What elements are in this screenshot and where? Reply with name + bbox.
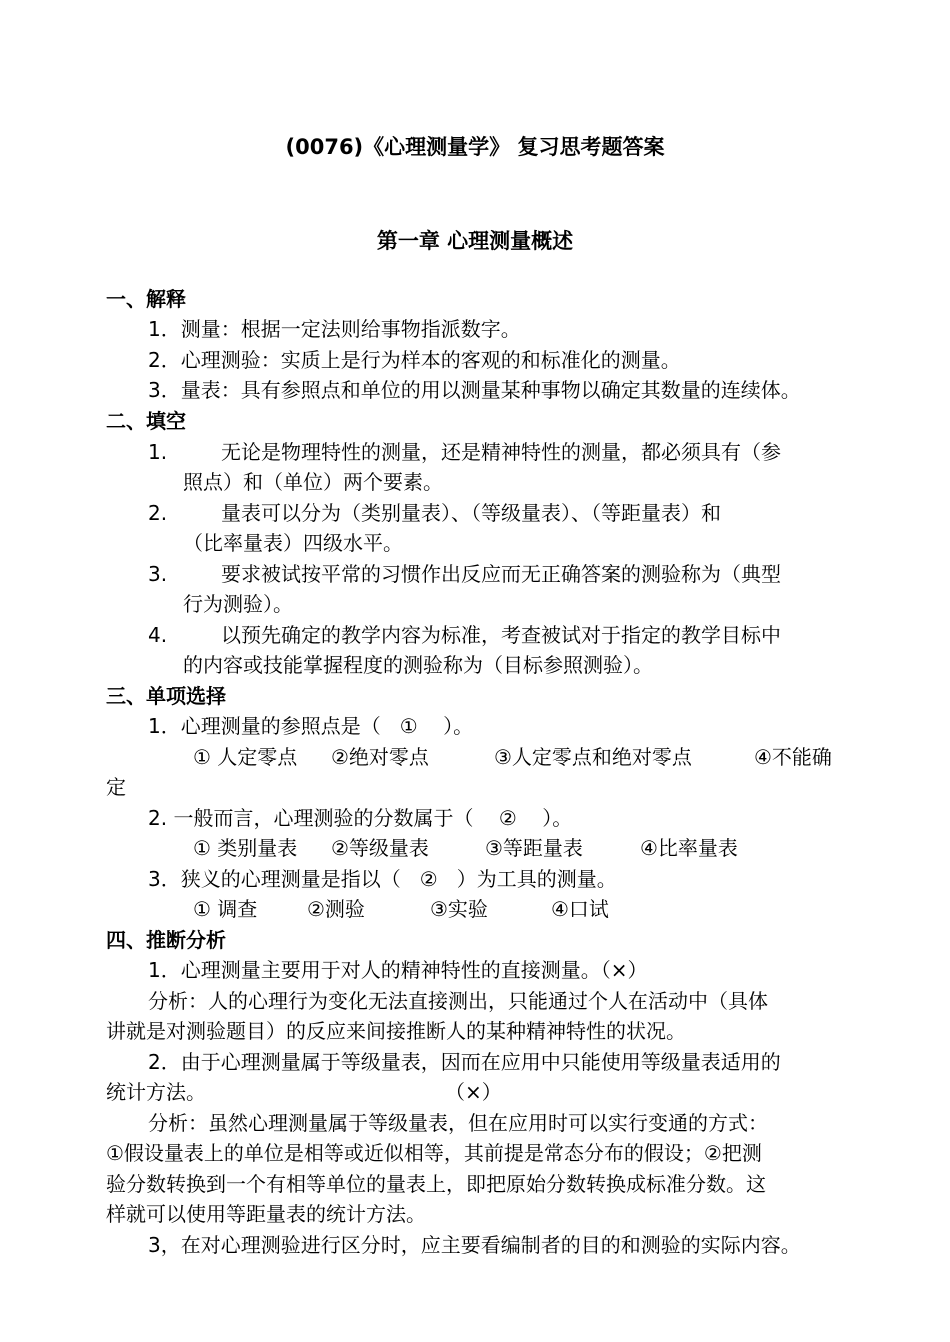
fill-item-2-number: 2. — [148, 501, 168, 525]
fill-item-3-line-2: 行为测验）。 — [183, 592, 293, 616]
analysis-answer-1-line-1: 分析：人的心理行为变化无法直接测出，只能通过个人在活动中（具体 — [148, 989, 768, 1013]
analysis-question-3: 3，在对心理测验进行区分时，应主要看编制者的目的和测验的实际内容。 — [148, 1233, 801, 1257]
choice-question-3: 3．狭义的心理测量是指以（ ② ）为工具的测量。 — [148, 867, 617, 891]
fill-item-1-line-2: 照点）和（单位）两个要素。 — [183, 470, 443, 494]
fill-item-3-line-1: 要求被试按平常的习惯作出反应而无正确答案的测验称为（典型 — [221, 562, 781, 586]
explain-item-3: 3．量表：具有参照点和单位的用以测量某种事物以确定其数量的连续体。 — [148, 378, 801, 402]
analysis-question-1: 1．心理测量主要用于对人的精神特性的直接测量。（×） — [148, 958, 648, 982]
fill-item-1-line-1: 无论是物理特性的测量，还是精神特性的测量，都必须具有（参 — [221, 440, 781, 464]
choice-1-option-3: ③人定零点和绝对零点 — [494, 745, 692, 769]
analysis-question-2-mark: （×） — [445, 1080, 502, 1104]
analysis-question-2-line-1: 2．由于心理测量属于等级量表，因而在应用中只能使用等级量表适用的 — [148, 1050, 781, 1074]
choice-2-option-2: ②等级量表 — [331, 836, 429, 860]
choice-3-option-3: ③实验 — [430, 897, 488, 921]
fill-item-4-line-2: 的内容或技能掌握程度的测验称为（目标参照测验）。 — [183, 653, 653, 677]
choice-2-option-4: ④比率量表 — [640, 836, 738, 860]
analysis-answer-2-line-2: ①假设量表上的单位是相等或近似相等，其前提是常态分布的假设；②把测 — [106, 1141, 762, 1165]
fill-item-1-number: 1. — [148, 440, 168, 464]
choice-1-option-2: ②绝对零点 — [331, 745, 429, 769]
section-heading-choice: 三、单项选择 — [106, 684, 226, 708]
choice-2-option-1: ① 类别量表 — [193, 836, 298, 860]
choice-1-option-4: ④不能确 — [754, 745, 832, 769]
fill-item-4-number: 4. — [148, 623, 168, 647]
choice-3-option-4: ④口试 — [551, 897, 609, 921]
section-heading-analysis: 四、推断分析 — [106, 928, 226, 952]
explain-item-1: 1．测量：根据一定法则给事物指派数字。 — [148, 317, 521, 341]
fill-item-2-line-1: 量表可以分为（类别量表）、（等级量表）、（等距量表）和 — [221, 501, 721, 525]
choice-3-option-1: ① 调查 — [193, 897, 258, 921]
analysis-answer-2-line-4: 样就可以使用等距量表的统计方法。 — [106, 1202, 426, 1226]
analysis-question-2-line-2: 统计方法。 — [106, 1080, 206, 1104]
section-heading-explain: 一、解释 — [106, 287, 186, 311]
analysis-answer-2-line-1: 分析：虽然心理测量属于等级量表，但在应用时可以实行变通的方式： — [148, 1111, 768, 1135]
choice-question-1: 1．心理测量的参照点是（ ① ）。 — [148, 714, 474, 738]
fill-item-3-number: 3. — [148, 562, 168, 586]
choice-1-option-4-wrap: 定 — [106, 775, 126, 799]
choice-question-2: 2. 一般而言，心理测验的分数属于（ ② ）。 — [148, 806, 573, 830]
choice-1-option-1: ① 人定零点 — [193, 745, 298, 769]
analysis-answer-2-line-3: 验分数转换到一个有相等单位的量表上，即把原始分数转换成标准分数。这 — [106, 1172, 766, 1196]
document-title: (0076)《心理测量学》 复习思考题答案 — [285, 135, 665, 159]
chapter-title: 第一章 心理测量概述 — [376, 229, 574, 253]
fill-item-2-line-2: （比率量表）四级水平。 — [183, 531, 403, 555]
fill-item-4-line-1: 以预先确定的教学内容为标准，考查被试对于指定的教学目标中 — [221, 623, 781, 647]
choice-2-option-3: ③等距量表 — [485, 836, 583, 860]
analysis-answer-1-line-2: 讲就是对测验题目）的反应来间接推断人的某种精神特性的状况。 — [106, 1019, 686, 1043]
choice-3-option-2: ②测验 — [307, 897, 365, 921]
explain-item-2: 2．心理测验：实质上是行为样本的客观的和标准化的测量。 — [148, 348, 681, 372]
section-heading-fill: 二、填空 — [106, 409, 186, 433]
